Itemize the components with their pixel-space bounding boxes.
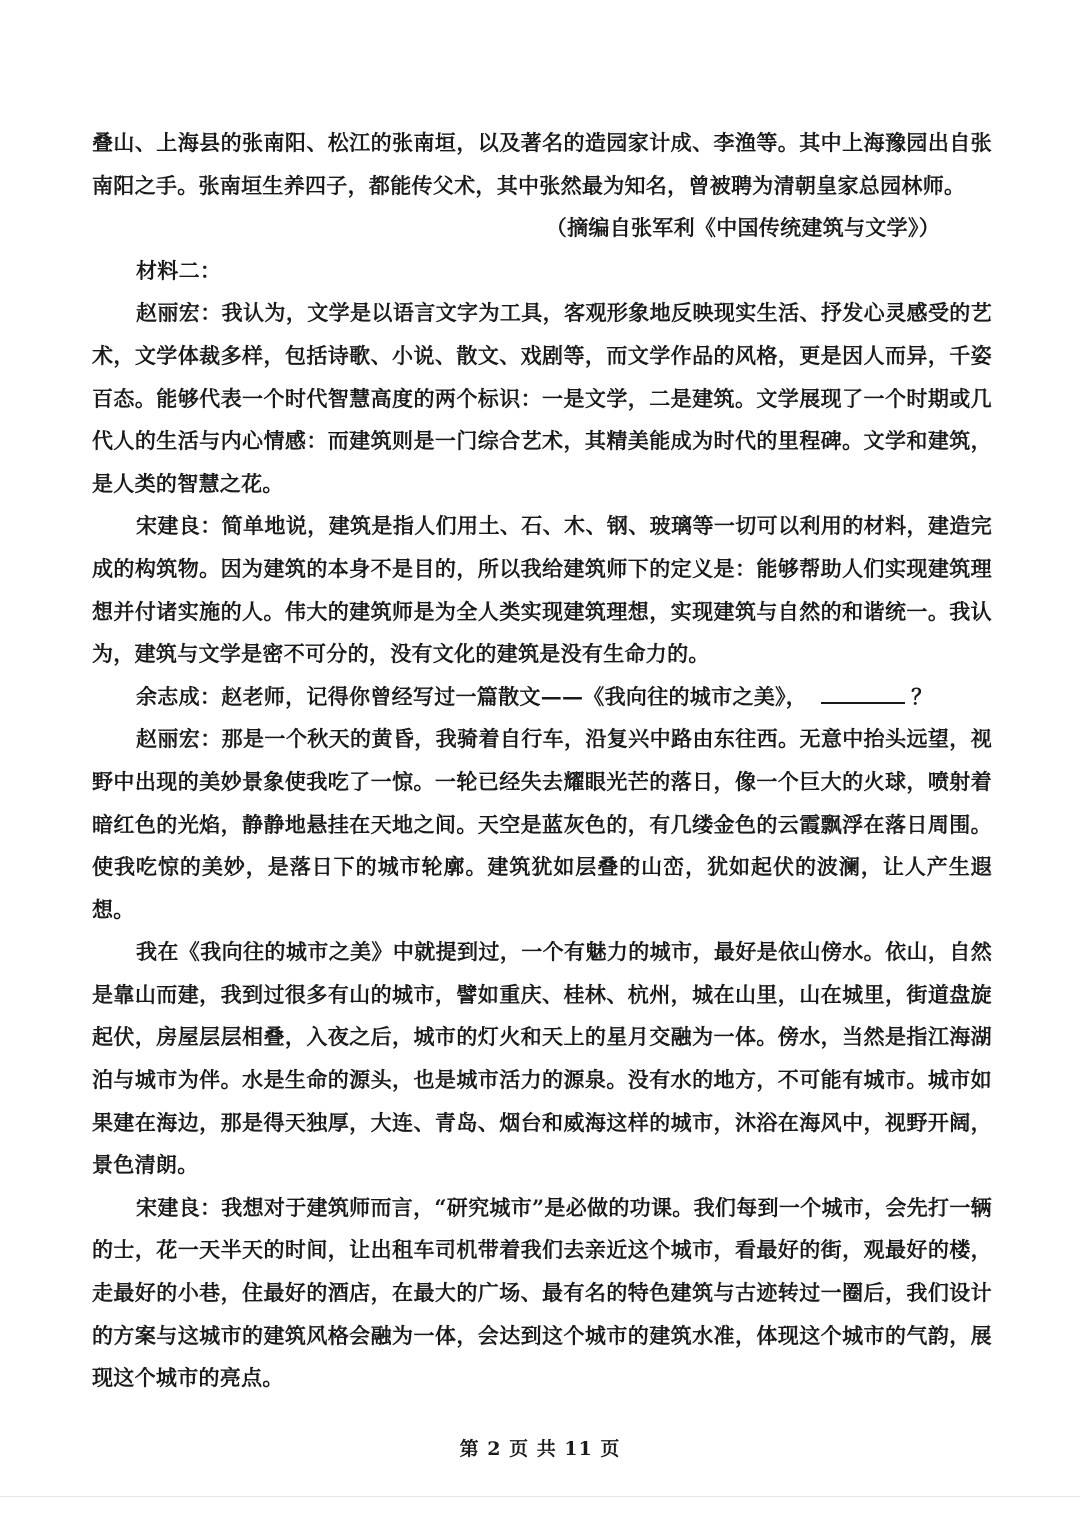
paragraph-song-1: 宋建良：简单地说，建筑是指人们用土、石、木、钢、玻璃等一切可以利用的材料，建造完成的构筑物。因为建筑的本身不是目的，所以我给建筑师下的定义是：能够帮助人们实现建筑理想并付诸实施的人。伟大的建筑师是为全人类实现建筑理想，实现建筑与自然的和谐统一。我认为，建筑与文学是密不可分的，没有文化的建筑是没有生命力的。 bbox=[92, 513, 992, 667]
source-citation: （摘编自张军利《中国传统建筑与文学》） bbox=[545, 215, 940, 241]
article-body bbox=[92, 122, 992, 1400]
paragraph-zhao-2: 赵丽宏：那是一个秋天的黄昏，我骑着自行车，沿复兴中路由东往西。无意中抬头远望，视野中出现的美妙景象使我吃了一惊。一轮已经失去耀眼光芒的落日，像一个巨大的火球，喷射着暗红色的光焰，静静地悬挂在天地之间。天空是蓝灰色的，有几缕金色的云霞飘浮在落日周围。使我吃惊的美妙，是落日下的城市轮廓。建筑犹如层叠的山峦，犹如起伏的波澜，让人产生遐想。 bbox=[92, 726, 992, 922]
paragraph-zhao-1: 赵丽宏：我认为，文学是以语言文字为工具，客观形象地反映现实生活、抒发心灵感受的艺术，文学体裁多样，包括诗歌、小说、散文、戏剧等，而文学作品的风格，更是因人而异，千姿百态。能够代表一个时代智慧高度的两个标识：一是文学，二是建筑。文学展现了一个时期或几代人的生活与内心情感：而建筑则是一门综合艺术，其精美能成为时代的里程碑。文学和建筑，是人类的智慧之花。 bbox=[92, 300, 992, 496]
question-text: 余志成：赵老师，记得你曾经写过一篇散文——《我向往的城市之美》， bbox=[136, 683, 808, 709]
bottom-divider bbox=[0, 1496, 1080, 1497]
paragraph-yu-question bbox=[92, 676, 992, 719]
material-two-heading: 材料二： bbox=[136, 257, 222, 283]
answer-blank[interactable] bbox=[821, 682, 905, 704]
paragraph-song-2: 宋建良：我想对于建筑师而言，“研究城市”是必做的功课。我们每到一个城市，会先打一辆的士，花一天半天的时间，让出租车司机带着我们去亲近这个城市，看最好的街，观最好的楼，走最好的小巷，住最好的酒店，在最大的广场、最有名的特色建筑与古迹转过一圈后，我们设计的方案与这城市的建筑风格会融为一体，会达到这个城市的建筑水准，体现这个城市的气韵，展现这个城市的亮点。 bbox=[92, 1194, 992, 1391]
paragraph-zhao-3: 我在《我向往的城市之美》中就提到过，一个有魅力的城市，最好是依山傍水。依山，自然是靠山而建，我到过很多有山的城市，譬如重庆、桂林、杭州，城在山里，山在城里，街道盘旋起伏，房屋层层相叠，入夜之后，城市的灯火和天上的星月交融为一体。傍水，当然是指江海湖泊与城市为伴。水是生命的源头，也是城市活力的源泉。没有水的地方，不可能有城市。城市如果建在海边，那是得天独厚，大连、青岛、烟台和威海这样的城市，沐浴在海风中，视野开阔，景色清朗。 bbox=[92, 939, 992, 1178]
question-mark: ？ bbox=[911, 683, 933, 709]
paragraph-garden-masters: 叠山、上海县的张南阳、松江的张南垣，以及著名的造园家计成、李渔等。其中上海豫园出自张南阳之手。张南垣生养四子，都能传父术，其中张然最为知名，曾被聘为清朝皇家总园林师。 bbox=[92, 130, 992, 198]
page-number: 第 2 页 共 11 页 bbox=[459, 1438, 621, 1460]
